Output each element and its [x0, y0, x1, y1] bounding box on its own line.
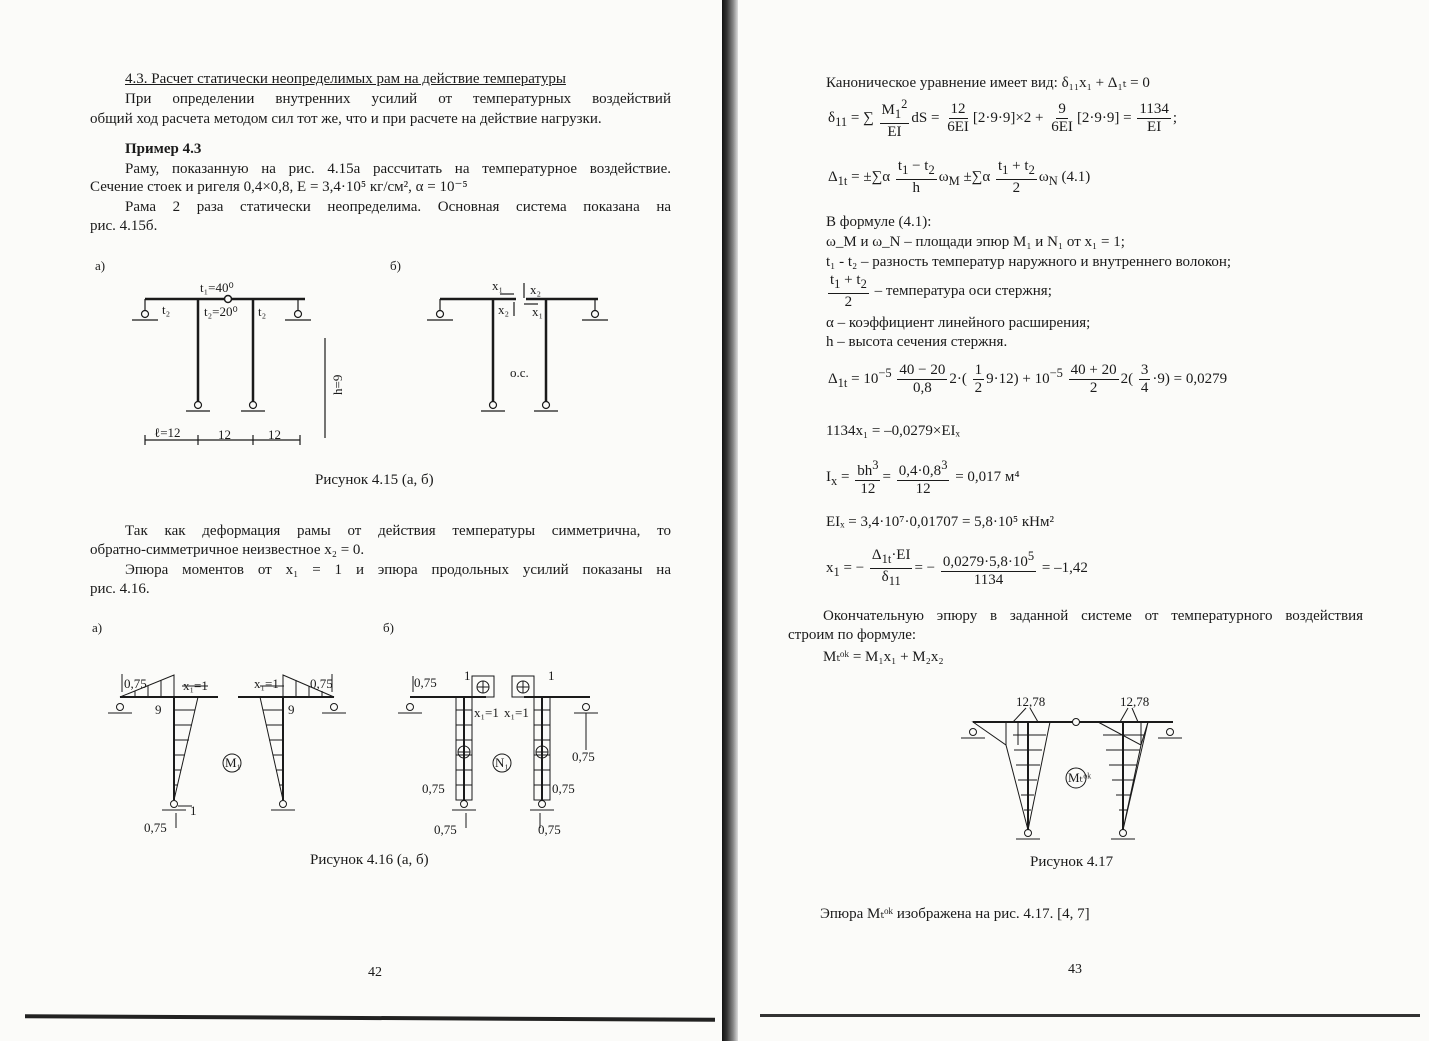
fig15-x2-top: x₂	[530, 282, 542, 297]
fig15-os: о.с.	[510, 365, 529, 380]
fig16-a-x1-left: x₁=1	[183, 678, 208, 693]
fig16-a-9-left: 9	[155, 702, 162, 717]
fig17-value-right: 12,78	[1120, 694, 1150, 709]
equation-delta-numeric: $\Delta_{1t} = 10^{-5}$ $\frac{40 - 20}{0,8}$ 2·( $\frac{1}{2}$ $9\cdot 12) + 10^{-5}$ $\frac{40 + 20}{2}$ 2( $\frac{3}{4}$ ·9) = 0,0279	[828, 362, 1228, 396]
fig16-b-075-leftmid: 0,75	[422, 781, 445, 796]
right-page	[738, 0, 1429, 1041]
paragraph-diagrams-line2: рис. 4.16.	[90, 581, 150, 597]
fig16-b-x1-right: x₁=1	[504, 705, 529, 720]
fig16-b-one-left: 1	[464, 668, 471, 683]
figure-4-16-caption: Рисунок 4.16 (а, б)	[310, 852, 429, 868]
fig17-m-label: Mₜᵒᵏ	[1068, 770, 1092, 785]
fig16-b-075-right: 0,75	[572, 749, 595, 764]
paragraph-basis-line1: Рама 2 раза статически неопределима. Основная система показана на	[125, 199, 671, 215]
fig16-a-one: 1	[190, 803, 197, 818]
paragraph-symmetry-line1: Так как деформация рамы от действия температуры симметрична, то	[125, 523, 671, 539]
paragraph-diagrams-line1: Эпюра моментов от x₁ = 1 и эпюра продольных усилий показаны на	[125, 562, 671, 578]
paragraph-task-line2: Сечение стоек и ригеля 0,4×0,8, E = 3,4·10⁵ кг/см², α = 10⁻⁵	[90, 179, 468, 195]
fig16-b-075-bottom-right: 0,75	[538, 822, 561, 837]
definition-omega: ω_M и ω_N – площади эпюр M₁ и N₁ от x₁ = 1;	[826, 234, 1125, 250]
ix-result: = 0,017 м⁴	[955, 468, 1020, 485]
fig15-supports-a	[132, 299, 325, 445]
paragraph-task-line1: Раму, показанную на рис. 4.15а рассчитать на температурное воздействие.	[125, 161, 671, 177]
paragraph-intro-line2: общий ход расчета методом сил тот же, что и при расчете на действие нагрузки.	[90, 111, 602, 127]
equation-delta1t: $\Delta_{1t} = \pm\sum\alpha$ $\frac{t_1 - t_2}{h}$ $\omega_M \pm\sum\alpha$ $\frac{t_1 + t_2}{2}$ $\omega_N$ (4.1)	[828, 158, 1091, 196]
fig16-b-075-rightmid: 0,75	[552, 781, 575, 796]
fig15-supports-b	[427, 283, 608, 411]
fig16-a-075-bottom: 0,75	[144, 820, 167, 835]
fig16-label-a: а)	[92, 620, 103, 635]
paragraph-symmetry-line2: обратно-симметричное неизвестное x₂ = 0.	[90, 542, 365, 558]
fig15-x1-top: x₁	[492, 278, 504, 293]
definition-alpha: α – коэффициент линейного расширения;	[826, 315, 1091, 331]
fig15-label-b: б)	[390, 258, 401, 273]
fig17-value-left: 12,78	[1016, 694, 1046, 709]
paragraph-intro-line1: При определении внутренних усилий от температурных воздействий	[125, 91, 671, 107]
fig15-span1: ℓ=12	[154, 425, 181, 440]
page-number-right: 43	[1068, 962, 1082, 977]
fig16-a-x1-right: x₁=1	[254, 676, 279, 691]
equation-ei: EIₓ = 3,4·10⁷·0,01707 = 5,8·10⁵ кНм²	[826, 514, 1054, 530]
fig15-t1: t₁=40⁰	[200, 280, 234, 295]
in-formula-heading: В формуле (4.1):	[826, 214, 932, 230]
fig15-t2-right: t₂	[258, 304, 267, 319]
scan-bottom-edge-right	[760, 1014, 1420, 1017]
fig15-h: h=9	[330, 374, 345, 395]
delta-numeric-result: = 0,0279	[1173, 370, 1228, 387]
fig16-b-x1-left: x₁=1	[474, 705, 499, 720]
fig16-n1: N₁	[495, 755, 509, 770]
figure-4-17	[958, 690, 1198, 840]
paragraph-basis-line2: рис. 4.15б.	[90, 218, 158, 234]
canonical-equation: Каноническое уравнение имеет вид: δ₁₁x₁ + Δ₁ₜ = 0	[826, 75, 1150, 91]
fig15-t2-mid: t₂=20⁰	[204, 304, 238, 319]
figure-4-17-caption: Рисунок 4.17	[1030, 854, 1114, 870]
fig16-m1: M₁	[225, 755, 242, 770]
fig15-span2: 12	[218, 427, 231, 442]
delta11-result: 1134	[1139, 101, 1169, 117]
section-heading: 4.3. Расчет статически неопределимых рам на действие температуры	[125, 71, 566, 87]
page-number-left: 42	[368, 965, 382, 980]
fig16-a-075-left: 0,75	[124, 676, 147, 691]
equation-1134x1: 1134x₁ = –0,0279×EIₓ	[826, 423, 960, 439]
equation-delta11: $\delta_{11}$ = ∑ $\frac{M_1^2}{EI}$ dS = $\frac{12}{6EI}$ [2·9·9]×2 + $\frac{9}{6EI}$ [2·9·9] = $\frac{1134}{EI}$ ;	[828, 97, 1178, 140]
fig15-label-a: а)	[95, 258, 106, 273]
fig15-span3: 12	[268, 427, 281, 442]
figure-4-16	[80, 610, 640, 845]
paragraph-final-line1: Окончательную эпюру в заданной системе от температурного воздействия	[823, 608, 1363, 624]
equation-x1: $x_1$ = − $\frac{\Delta_{1t}\cdot EI}{\delta_{11}}$ = − $\frac{0,0279\cdot 5,8\cdot 10^5}{1134}$ = –1,42	[826, 547, 1088, 588]
formula-ref: (4.1)	[1061, 168, 1091, 185]
fig15-x1-bottom: x₁	[532, 304, 544, 319]
equation-mt: Mₜᵒᵏ = M₁x₁ + M₂x₂	[823, 649, 944, 665]
definition-t-diff: t₁ - t₂ – разность температур наружного и внутреннего волокон;	[826, 254, 1232, 270]
fig16-b-075-bottom-left: 0,75	[434, 822, 457, 837]
definition-t-axis-text: – температура оси стержня;	[874, 282, 1052, 299]
book-gutter	[722, 0, 738, 1041]
example-title: Пример 4.3	[125, 141, 202, 157]
definition-t-axis: $\frac{t_1 + t_2}{2}$ – температура оси стержня;	[830, 272, 1052, 310]
x1-result: = –1,42	[1041, 559, 1088, 576]
definition-h: h – высота сечения стержня.	[826, 334, 1008, 350]
equation-ix: $I_x$ = $\frac{bh^3}{12}$ = $\frac{0,4\cdot 0,8^3}{12}$ = 0,017 м⁴	[826, 458, 1020, 497]
figure-4-15-caption: Рисунок 4.15 (а, б)	[315, 472, 434, 488]
fig16-b-075-top: 0,75	[414, 675, 437, 690]
closing-line: Эпюра Mₜᵒᵏ изображена на рис. 4.17. [4, 7]	[820, 906, 1090, 922]
fig15-t2-left: t₂	[162, 302, 171, 317]
fig16-label-b: б)	[383, 620, 394, 635]
fig16-b-one-right: 1	[548, 668, 555, 683]
fig15-x2-bottom: x₂	[498, 302, 510, 317]
figure-4-15	[80, 250, 640, 460]
fig16-a-075-right: 0,75	[310, 676, 333, 691]
fig16-a-9-right: 9	[288, 702, 295, 717]
paragraph-final-line2: строим по формуле:	[788, 627, 917, 643]
